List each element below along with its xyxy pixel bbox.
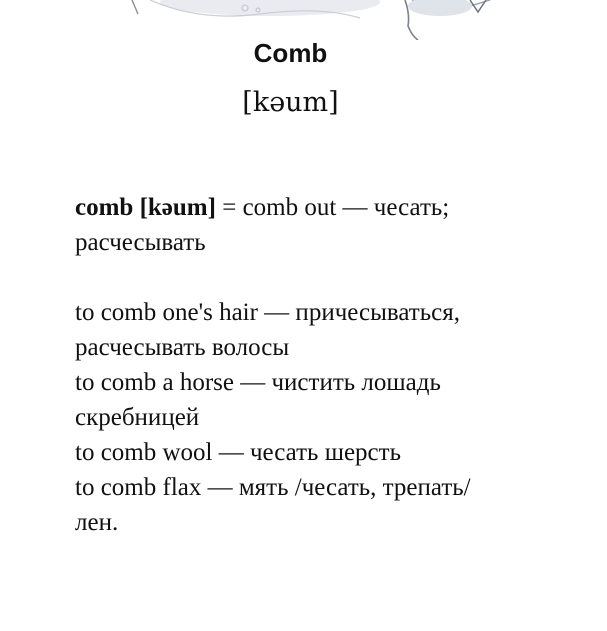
illustration-fragment [0,0,607,40]
example-line: to comb a horse — чистить лошадь [75,369,441,396]
word-transcription: [kəum] [242,87,339,118]
paragraph-spacer [75,260,575,295]
example-line: скребницей [75,404,200,431]
example-line: to comb flax — мять /чесать, трепать/ [75,474,471,501]
definition-continuation: расчесывать [75,229,206,256]
example-line: расчесывать волосы [75,334,290,361]
definition-text: = comb out — чесать; [215,194,450,221]
example-line: to comb one's hair — причесываться, [75,299,460,326]
example-line: to comb wool — чесать шерсть [75,439,401,466]
comb-illustration [0,0,607,40]
dictionary-entry [75,190,575,540]
definition-line [75,190,575,225]
word-title: Comb [253,38,328,68]
headword: comb [kəum] [75,194,216,221]
example-line: лен. [75,509,119,536]
